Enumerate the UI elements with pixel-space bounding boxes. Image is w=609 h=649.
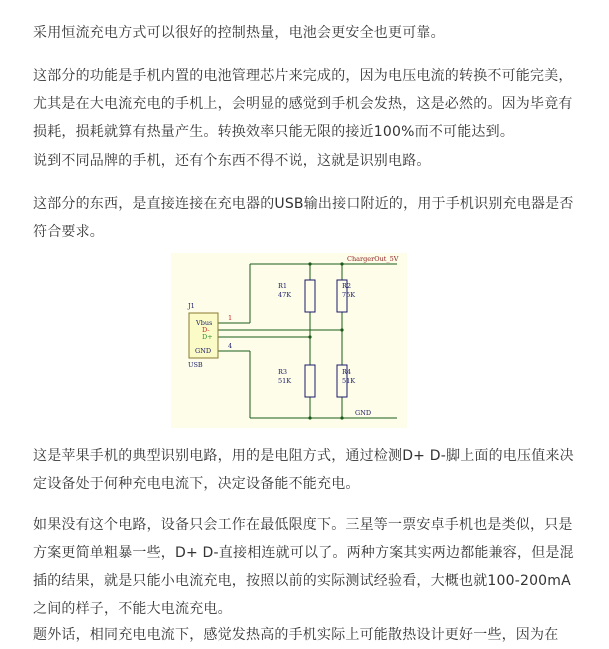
usb-identification-circuit [171,253,407,428]
r1-value-label: 47K [278,291,292,299]
r2-ref-label: R2 [342,282,352,290]
junction-dot [340,416,343,419]
junction-dot [308,416,311,419]
connector-name-label: USB [188,361,203,369]
r1-ref-label: R1 [278,282,288,290]
resistor-r1 [305,280,315,312]
junction-dot [308,335,311,338]
resistor-r3 [305,365,315,397]
pin-d-minus-label: D- [202,326,210,334]
r3-ref-label: R3 [278,368,288,376]
junction-dot [308,262,311,265]
gnd-net-label: GND [355,409,372,417]
pin-number-4: 4 [228,342,233,350]
paragraph-6: 如果没有这个电路，设备只会工作在最低限度下。三星等一票安卓手机也是类似，只是方案更简单粗暴一些，D+ D-直接相连就可以了。两种方案其实两边都能兼容，但是混插的结果，就是只能小电流充电，按照以前的实际测试经验看，大概也就100-200mA之间的样子，不能大电流充电。 [33,517,574,617]
junction-dot [340,328,343,331]
connector-ref-label: J1 [188,302,195,310]
paragraph-2: 这部分的功能是手机内置的电池管理芯片来完成的，因为电压电流的转换不可能完美，尤其是在大电流充电的手机上，会明显的感觉到手机会发热，这是必然的。因为毕竟有损耗，损耗就算有热量产生。转换效率只能无限的接近100%而不可能达到。 [33,68,573,140]
pin-vbus-label: Vbus [196,319,213,327]
charger-out-net-label: ChargerOut_5V [347,255,399,263]
r2-value-label: 75K [342,291,356,299]
resistor-bodies [305,280,347,397]
paragraph-1: 采用恒流充电方式可以很好的控制热量，电池会更安全也更可靠。 [33,25,445,41]
r3-value-label: 51K [278,377,292,385]
r4-value-label: 51K [342,377,356,385]
pin-number-1: 1 [228,314,233,322]
r4-ref-label: R4 [342,368,352,376]
pin-gnd-label: GND [195,347,212,355]
paragraph-5: 这是苹果手机的典型识别电路，用的是电阻方式，通过检测D+ D-脚上面的电压值来决定设备处于何种充电电流下，决定设备能不能充电。 [33,448,574,492]
junction-dot [340,262,343,265]
paragraph-3: 说到不同品牌的手机，还有个东西不得不说，这就是识别电路。 [33,153,431,169]
pin-d-plus-label: D+ [202,333,213,341]
paragraph-7: 题外话，相同充电电流下，感觉发热高的手机实际上可能散热设计更好一些，因为在 [33,627,559,643]
circuit-figure [171,253,407,428]
paragraph-4: 这部分的东西，是直接连接在充电器的USB输出接口附近的，用于手机识别充电器是否符合要求。 [33,196,574,240]
